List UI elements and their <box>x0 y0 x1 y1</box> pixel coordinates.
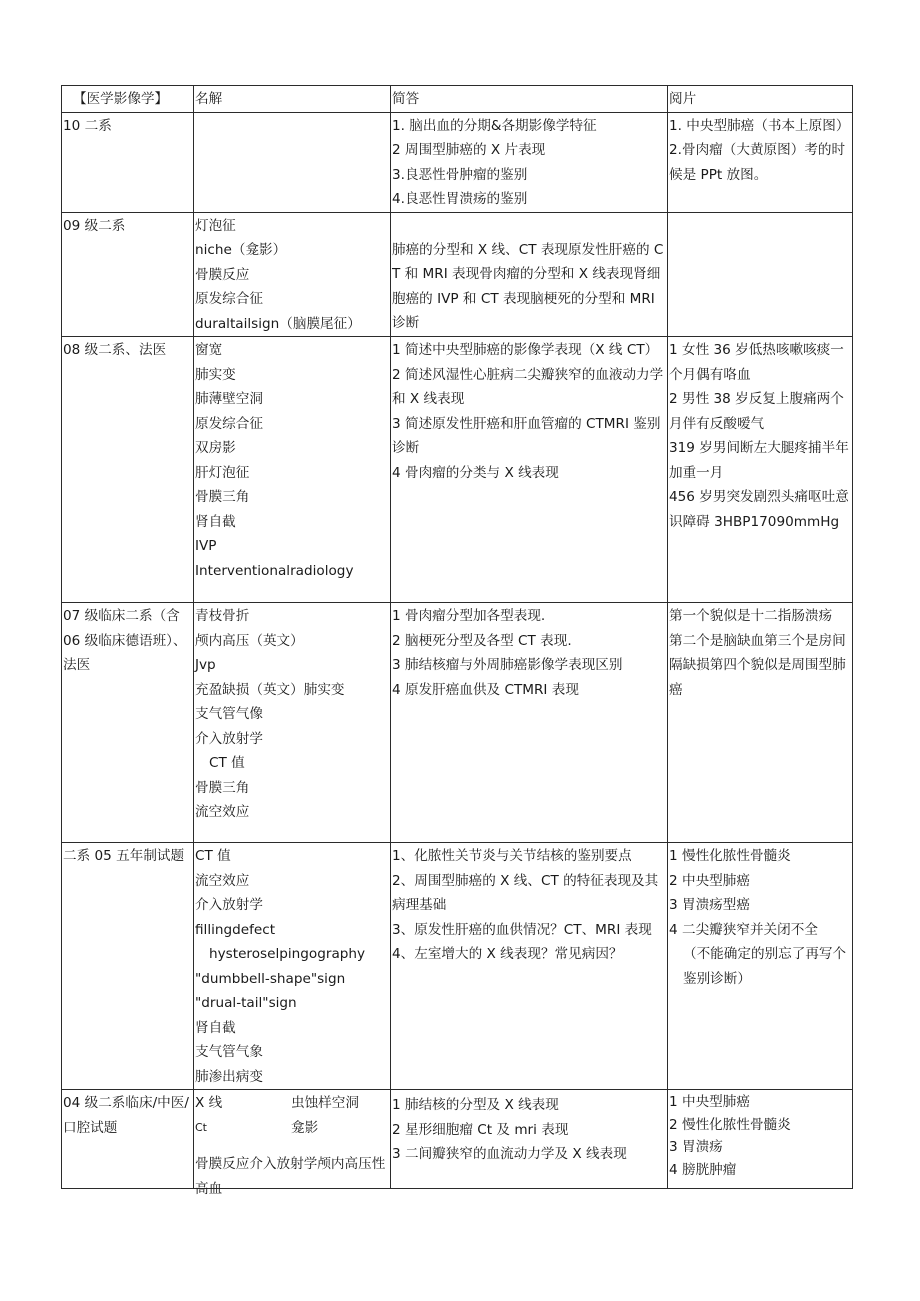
list-item: 骨膜反应 <box>195 266 250 283</box>
list-item: 3、原发性肝癌的血供情况？CT、MRI 表现 <box>392 921 652 938</box>
list-item: 4 骨肉瘤的分类与 X 线表现 <box>392 464 559 481</box>
header-row <box>62 86 853 113</box>
header-short-answer: 简答 <box>391 86 668 113</box>
list-item: 支气管气像 <box>195 706 263 722</box>
row-film <box>668 843 853 1090</box>
list-item: 3 胃溃疡 <box>669 1139 723 1155</box>
row-label: 二系 05 五年制试题 <box>62 843 194 1090</box>
list-item: 1 中央型肺癌 <box>669 1094 750 1110</box>
list-item: niche（龛影） <box>195 242 287 258</box>
row-label: 09 级二系 <box>62 212 194 337</box>
list-item: 4 二尖瓣狭窄并关闭不全 <box>669 921 818 938</box>
list-item: 充盈缺损（英文）肺实变 <box>195 681 345 698</box>
exam-table <box>61 85 853 1197</box>
list-item: 2 慢性化脓性骨髓炎 <box>669 1116 791 1133</box>
list-item: 1. 脑出血的分期&各期影像学特征 <box>392 117 597 134</box>
list-item: 颅内高压（英文） <box>195 632 304 649</box>
row-film <box>668 212 853 337</box>
row-short-answers <box>391 843 668 1090</box>
list-item: IVP <box>195 538 217 554</box>
row-label: 07 级临床二系（含 06 级临床德语班）、法医 <box>62 603 194 843</box>
list-item: 介入放射学 <box>195 897 263 913</box>
list-item: 原发综合征 <box>195 415 263 432</box>
list-item: 灯泡征 <box>195 217 236 234</box>
list-item: 双房影 <box>195 440 236 456</box>
list-item: 4、左室增大的 X 线表现？常见病因？ <box>392 946 623 962</box>
list-item: 3.良恶性骨肿瘤的鉴别 <box>392 166 528 183</box>
list-item: 骨膜三角 <box>195 779 250 796</box>
list-item: 介入放射学 <box>195 730 263 747</box>
list-item: 青枝骨折 <box>195 608 250 624</box>
row-short-answers <box>391 1090 668 1189</box>
list-item: 流空效应 <box>195 872 250 889</box>
row-short-answers <box>391 112 668 212</box>
list-item: 319 岁男间断左大腿疼捕半年加重一月 <box>669 440 849 481</box>
list-item: 2 中央型肺癌 <box>669 872 750 889</box>
table-row <box>62 337 853 603</box>
row-film <box>668 112 853 212</box>
list-item: 1 骨肉瘤分型加各型表现. <box>392 608 546 624</box>
list-item: 2 周围型肺癌的 X 片表现 <box>392 142 546 158</box>
list-item: 肝灯泡征 <box>195 464 250 481</box>
list-item: duraltailsign（脑膜尾征） <box>195 315 361 332</box>
list-item: Jvp <box>195 657 216 673</box>
list-item: 456 岁男突发剧烈头痛呕吐意识障碍 3HBP17090mmHg <box>669 489 849 530</box>
list-item: 1 简述中央型肺癌的影像学表现（X 线 CT） <box>392 342 659 358</box>
list-item: fillingdefect <box>195 921 276 938</box>
list-item: CT 值 <box>195 848 231 864</box>
list-item: 1. 中央型肺癌（书本上原图） <box>669 117 850 134</box>
row-label: 04 级二系临床/中医/口腔试题 <box>62 1090 194 1189</box>
list-item: 骨膜三角 <box>195 489 250 505</box>
list-item: 肾自截 <box>195 513 236 530</box>
list-item: 3 胃溃疡型癌 <box>669 897 750 913</box>
row-film <box>668 603 853 843</box>
row-short-answers <box>391 212 668 337</box>
row-terms <box>194 337 391 603</box>
list-item: 3 简述原发性肝癌和肝血管瘤的 CTMRI 鉴别诊断 <box>392 415 661 456</box>
header-film-reading: 阅片 <box>668 86 853 113</box>
row-terms <box>194 212 391 337</box>
list-item: 2 星形细胞瘤 Ct 及 mri 表现 <box>392 1121 569 1138</box>
table-row <box>62 1090 853 1189</box>
list-item: 肺薄壁空洞 <box>195 391 263 407</box>
row-terms <box>194 112 391 212</box>
list-item: （不能确定的别忘了再写个鉴别诊断） <box>683 946 847 987</box>
row-terms <box>194 843 391 1090</box>
list-item: CT 值 <box>209 755 245 771</box>
list-item: 原发综合征 <box>195 291 263 307</box>
list-item: Ct 龛影 <box>195 1119 319 1136</box>
table-row <box>62 112 853 212</box>
list-item: 4 膀胱肿瘤 <box>669 1161 737 1178</box>
list-item: 第二个是脑缺血第三个是房间隔缺损第四个貌似是周围型肺癌 <box>669 632 846 698</box>
list-item: 3 肺结核瘤与外周肺癌影像学表现区别 <box>392 657 623 673</box>
list-item: 肺癌的分型和 X 线、CT 表现原发性肝癌的 CT 和 MRI 表现骨肉瘤的分型和 X 线表现肾细胞癌的 IVP 和 CT 表现脑梗死的分型和 MRI 诊断 <box>392 241 664 331</box>
row-terms <box>194 1090 391 1197</box>
list-item: "dumbbell-shape"sign <box>195 970 346 987</box>
list-item: 2、周围型肺癌的 X 线、CT 的特征表现及其病理基础 <box>392 872 659 913</box>
list-item: 肺实变 <box>195 366 236 383</box>
list-item: 1 肺结核的分型及 X 线表现 <box>392 1097 559 1113</box>
list-item: 支气管气象 <box>195 1044 263 1060</box>
list-item: 流空效应 <box>195 804 250 820</box>
table-row <box>62 212 853 337</box>
list-item: 4 原发肝癌血供及 CTMRI 表现 <box>392 681 579 698</box>
list-item: 2 脑梗死分型及各型 CT 表现. <box>392 632 572 649</box>
list-item: Interventionalradiology <box>195 562 354 579</box>
row-short-answers <box>391 603 668 843</box>
table-row <box>62 603 853 843</box>
list-item: "drual-tail"sign <box>195 995 297 1011</box>
list-item: X 线 虫蚀样空洞 <box>195 1095 359 1111</box>
list-item: 2 男性 38 岁反复上腹痛两个月伴有反酸嗳气 <box>669 391 844 432</box>
list-item: 第一个貌似是十二指肠溃疡 <box>669 608 833 624</box>
list-item: 1 女性 36 岁低热咳嗽咳痰一个月偶有咯血 <box>669 342 844 383</box>
list-item: 肾自截 <box>195 1019 236 1036</box>
list-item: 4.良恶性胃溃疡的鉴别 <box>392 191 528 207</box>
row-label: 08 级二系、法医 <box>62 337 194 603</box>
list-item: hysteroselpingography <box>209 946 366 962</box>
row-label: 10 二系 <box>62 112 194 212</box>
list-item: 骨膜反应介入放射学颅内高压性高血 <box>195 1156 386 1197</box>
row-film <box>668 1090 853 1189</box>
row-terms <box>194 603 391 843</box>
header-subject: 【医学影像学】 <box>62 86 194 113</box>
header-terms: 名解 <box>194 86 391 113</box>
list-item: 3 二间瓣狭窄的血流动力学及 X 线表现 <box>392 1146 627 1162</box>
list-item: 窗宽 <box>195 342 223 358</box>
list-item: 肺渗出病变 <box>195 1068 263 1085</box>
list-item: 1 慢性化脓性骨髓炎 <box>669 848 791 864</box>
row-film <box>668 337 853 603</box>
list-item: 2 简述风湿性心脏病二尖瓣狭窄的血液动力学和 X 线表现 <box>392 366 664 407</box>
row-short-answers <box>391 337 668 603</box>
list-item: 2.骨肉瘤（大黄原图）考的时候是 PPt 放图。 <box>669 142 846 183</box>
table-row <box>62 843 853 1090</box>
list-item: 1、化脓性关节炎与关节结核的鉴别要点 <box>392 848 632 864</box>
